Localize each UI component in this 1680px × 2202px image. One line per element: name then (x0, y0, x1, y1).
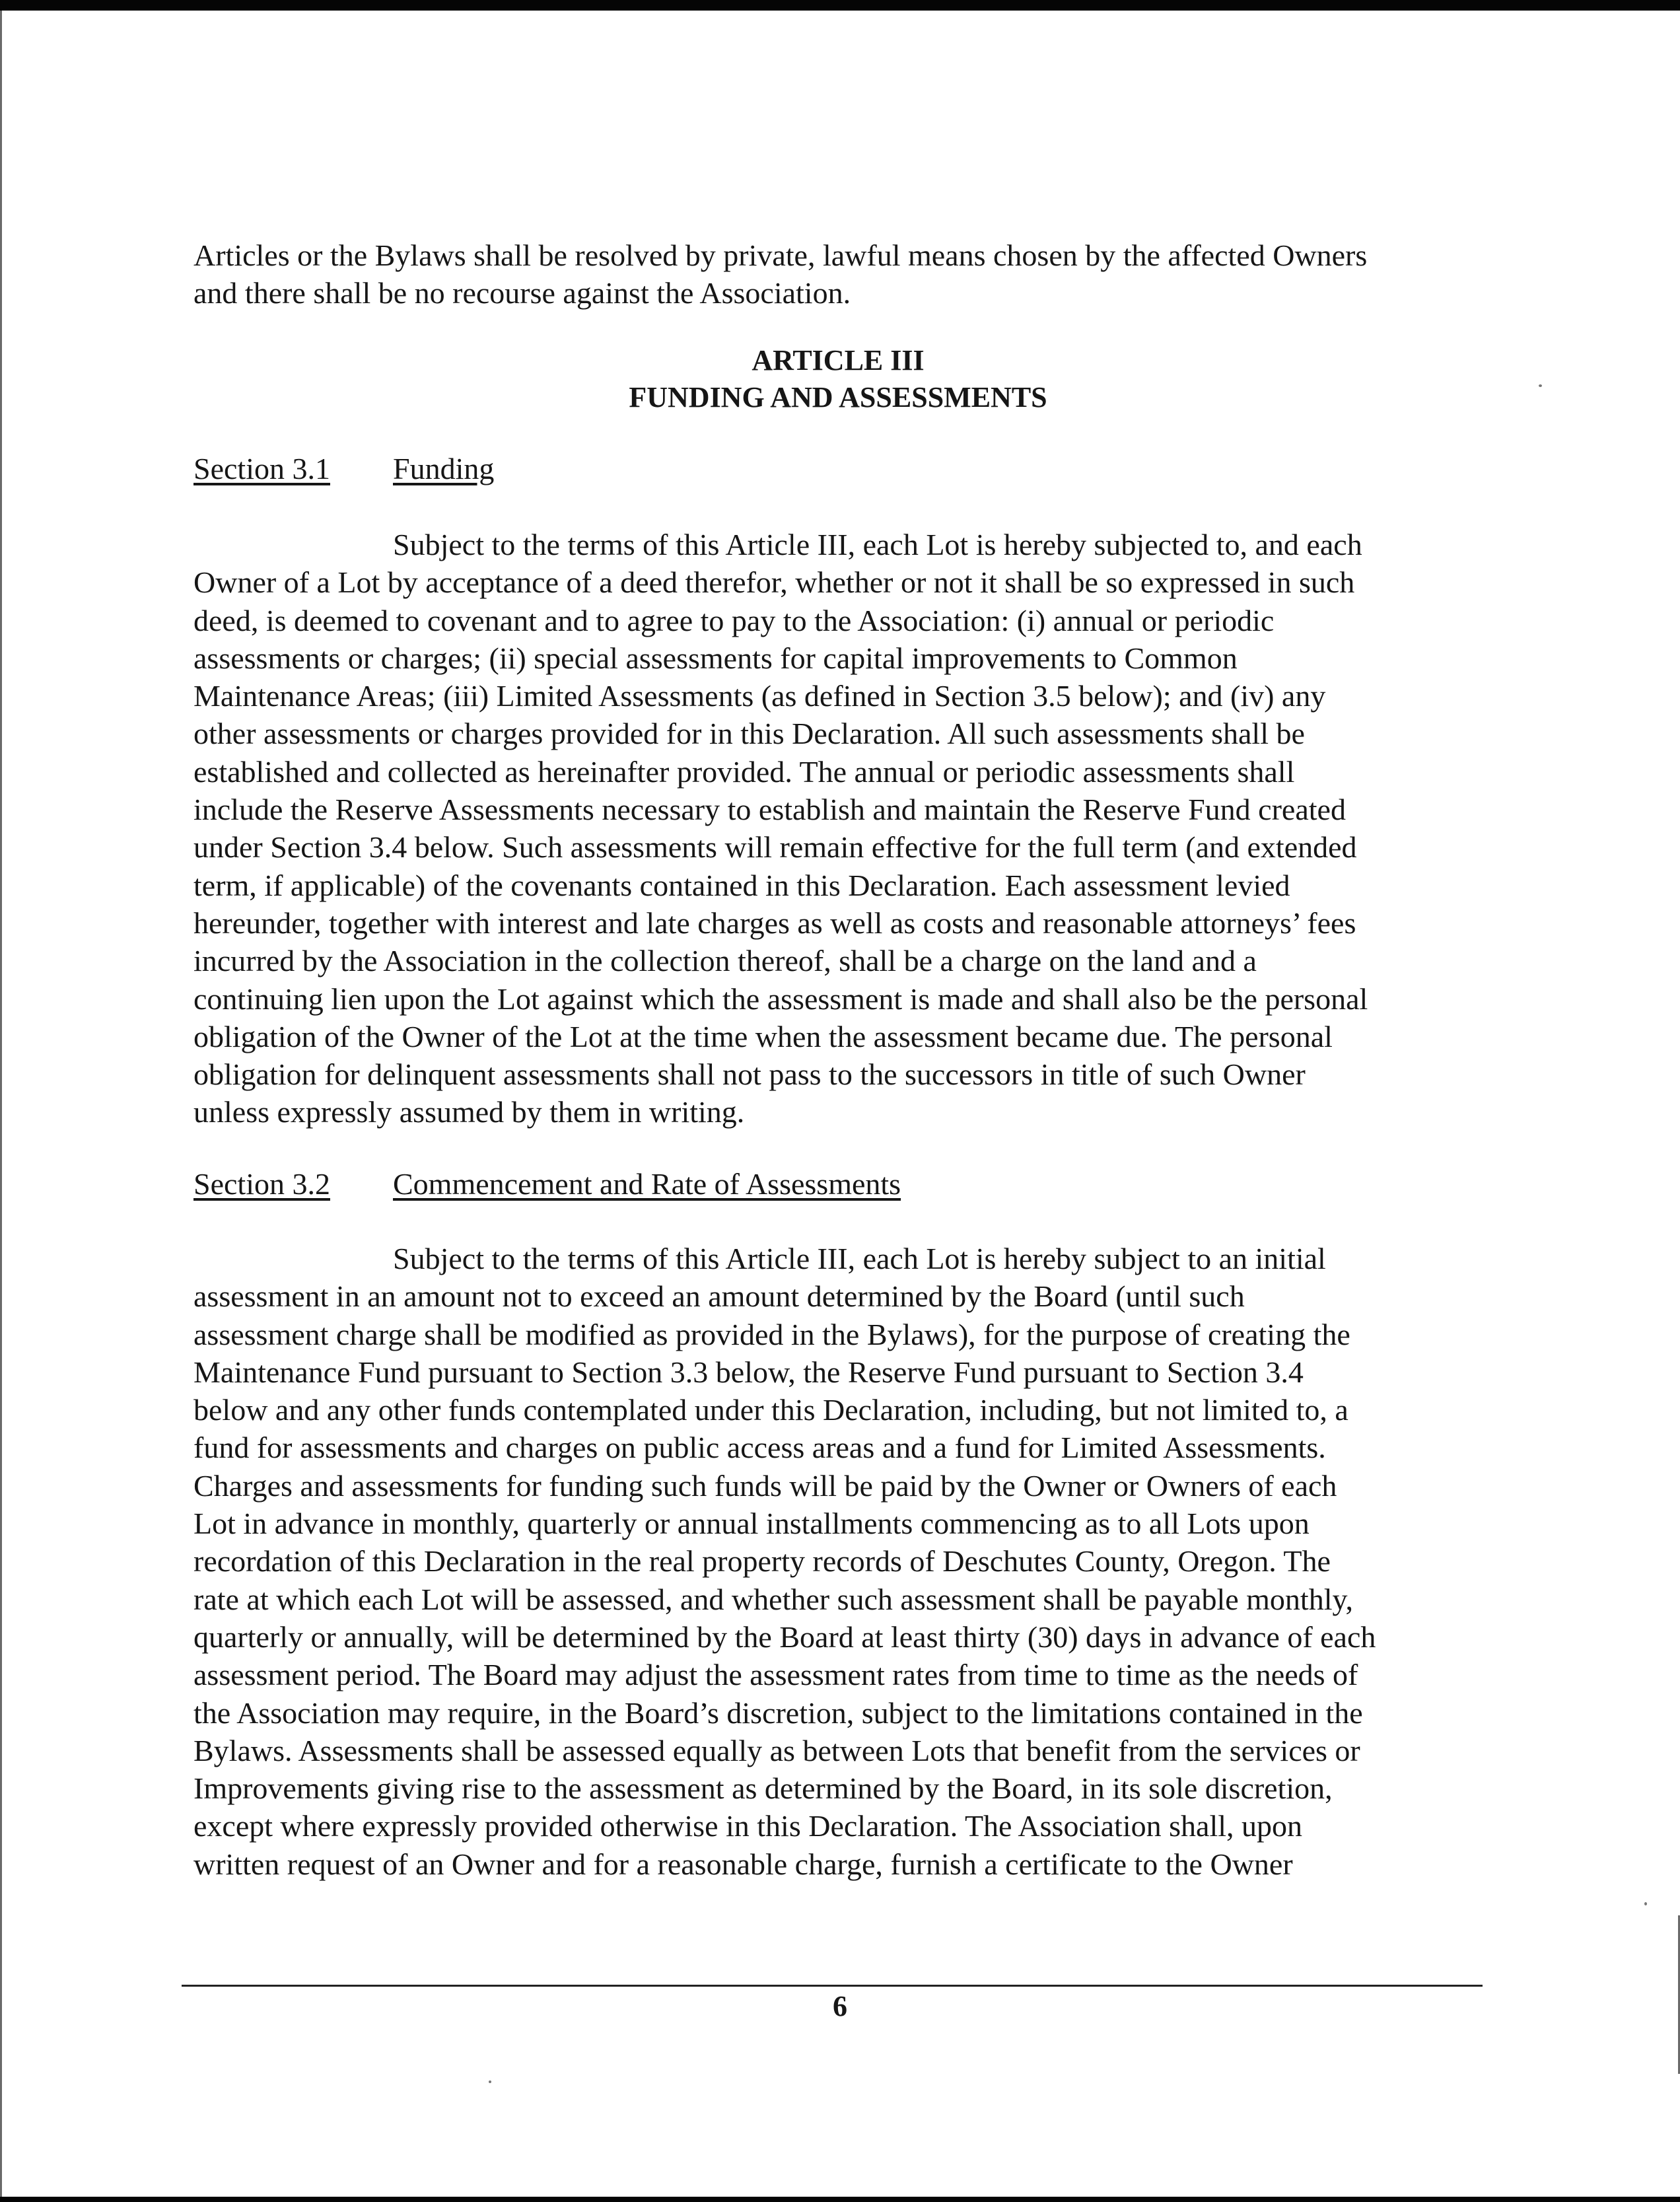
text-line: Owner of a Lot by acceptance of a deed therefor, whether or not it shall be so expressed in such (193, 565, 1355, 600)
text-line: continuing lien upon the Lot against which the assessment is made and shall also be the personal (193, 981, 1368, 1016)
text-line: other assessments or charges provided for in this Declaration. All such assessments shall be (193, 717, 1305, 751)
text-line: hereunder, together with interest and late charges as well as costs and reasonable attorneys’ fees (193, 906, 1356, 940)
text-line: deed, is deemed to covenant and to agree to pay to the Association: (i) annual or periodic (193, 603, 1275, 637)
text-line: term, if applicable) of the covenants contained in this Declaration. Each assessment levied (193, 868, 1290, 902)
text-line: rate at which each Lot will be assessed, and whether such assessment shall be payable monthly, (193, 1582, 1353, 1616)
text-line: obligation of the Owner of the Lot at the time when the assessment became due. The personal (193, 1019, 1333, 1053)
text-line: Subject to the terms of this Article III, each Lot is hereby subjected to, and each (393, 528, 1362, 561)
text-line: Lot in advance in monthly, quarterly or annual installments commencing as to all Lots upon (193, 1507, 1310, 1541)
section-number: Section 3.1 (193, 452, 330, 485)
text-line: assessment charge shall be modified as provided in the Bylaws), for the purpose of creating the (193, 1317, 1350, 1351)
article-title: FUNDING AND ASSESSMENTS (629, 381, 1047, 413)
page-number: 6 (833, 1990, 847, 2022)
text-line: under Section 3.4 below. Such assessments will remain effective for the full term (and extended (193, 830, 1357, 865)
section-title: Funding (393, 452, 495, 485)
text-line: incurred by the Association in the collection thereof, shall be a charge on the land and a (193, 944, 1257, 978)
text-line: except where expressly provided otherwise in this Declaration. The Association shall, upon (193, 1809, 1302, 1843)
text-line: and there shall be no recourse against the Association. (193, 276, 851, 310)
text-line: assessment period. The Board may adjust the assessment rates from time to time as the needs of (193, 1658, 1358, 1692)
scan-top-border (0, 0, 1680, 11)
text-line: Charges and assessments for funding such funds will be paid by the Owner or Owners of each (193, 1468, 1337, 1503)
section-title: Commencement and Rate of Assessments (393, 1167, 901, 1201)
text-line: Maintenance Fund pursuant to Section 3.3 below, the Reserve Fund pursuant to Section 3.4 (193, 1355, 1304, 1389)
section-3-1-body (193, 526, 1483, 1131)
scan-speck (1644, 1902, 1647, 1905)
text-line: Maintenance Areas; (iii) Limited Assessments (as defined in Section 3.5 below); and (iv) any (193, 679, 1326, 713)
scan-bottom-border (0, 2197, 1680, 2202)
text-line: Subject to the terms of this Article III, each Lot is hereby subject to an initial (393, 1242, 1326, 1275)
scan-speck (1539, 384, 1542, 387)
text-line: below and any other funds contemplated under this Declaration, including, but not limited to, a (193, 1393, 1348, 1427)
footer-rule (182, 1985, 1483, 1987)
section-number: Section 3.2 (193, 1167, 330, 1201)
text-line: quarterly or annually, will be determined by the Board at least thirty (30) days in advance of each (193, 1619, 1376, 1654)
text-line: include the Reserve Assessments necessary to establish and maintain the Reserve Fund created (193, 793, 1346, 827)
text-line: fund for assessments and charges on public access areas and a fund for Limited Assessments. (193, 1431, 1326, 1465)
article-heading (193, 342, 1483, 416)
text-line: written request of an Owner and for a reasonable charge, furnish a certificate to the Owner (193, 1847, 1293, 1881)
scan-speck (489, 2080, 491, 2083)
text-line: unless expressly assumed by them in writing. (193, 1095, 745, 1129)
text-line: established and collected as hereinafter provided. The annual or periodic assessments shall (193, 754, 1295, 789)
article-number: ARTICLE III (752, 344, 925, 376)
text-line: assessment in an amount not to exceed an amount determined by the Board (until such (193, 1279, 1245, 1314)
text-line: assessments or charges; (ii) special assessments for capital improvements to Common (193, 641, 1238, 675)
intro-paragraph (193, 236, 1483, 312)
text-line: recordation of this Declaration in the real property records of Deschutes County, Oregon. The (193, 1544, 1331, 1579)
section-3-2-body (193, 1240, 1483, 1883)
text-line: the Association may require, in the Board’s discretion, subject to the limitations contained in the (193, 1695, 1363, 1730)
text-line: obligation for delinquent assessments shall not pass to the successors in title of such Owner (193, 1057, 1306, 1092)
text-line: Bylaws. Assessments shall be assessed equally as between Lots that benefit from the services or (193, 1733, 1360, 1767)
text-line: Articles or the Bylaws shall be resolved by private, lawful means chosen by the affected Owners (193, 238, 1368, 272)
text-line: Improvements giving rise to the assessment as determined by the Board, in its sole discretion, (193, 1771, 1333, 1806)
scan-left-edge (0, 11, 2, 2197)
